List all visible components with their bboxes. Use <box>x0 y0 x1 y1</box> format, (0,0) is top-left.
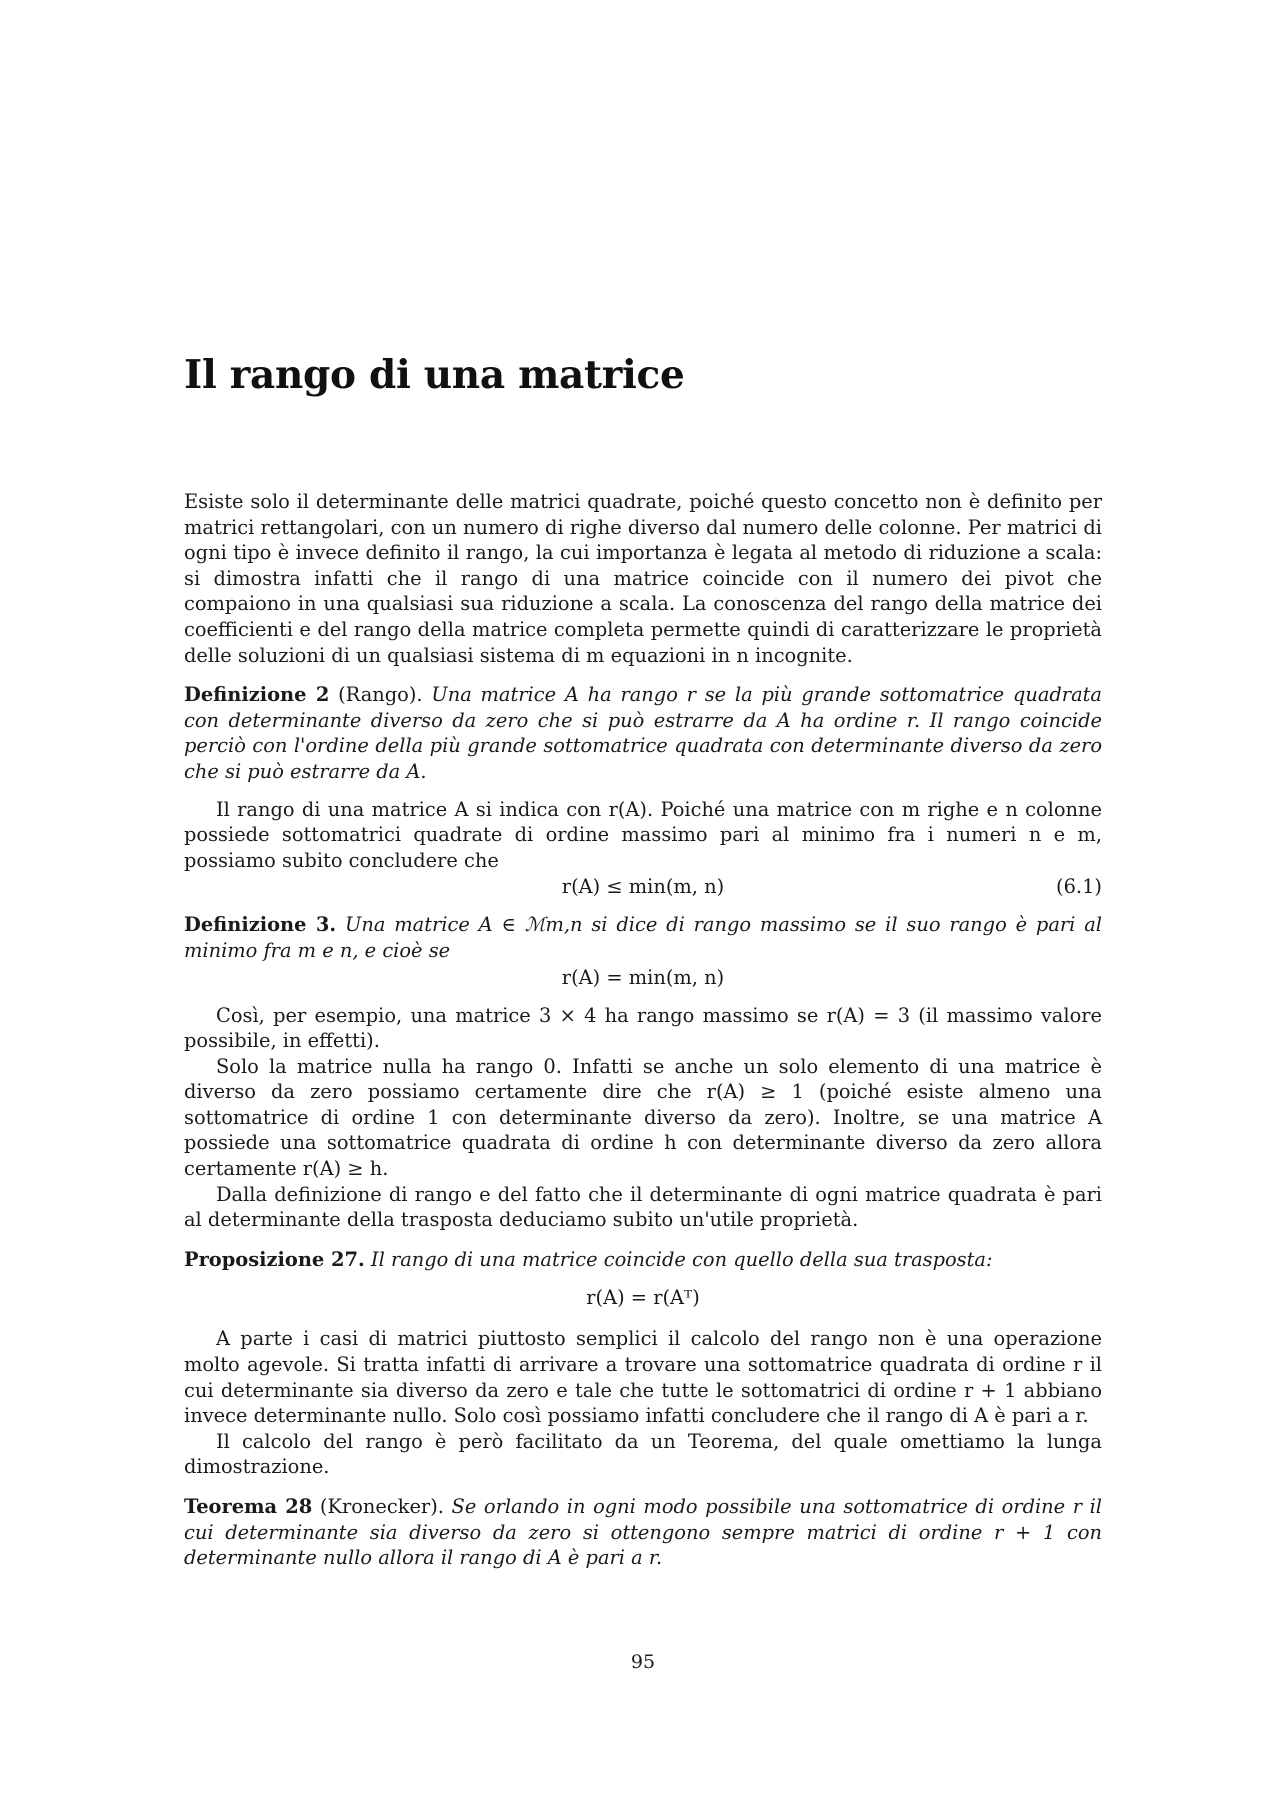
theorem-intro-paragraph: Il calcolo del rango è però facilitato da un Teorema, del quale omettiamo la lunga dimostrazione. <box>184 1429 1102 1479</box>
equation-max-rank-formula: r(A) = min(m, n) <box>561 965 725 989</box>
definition-3 <box>184 912 1102 963</box>
definition-3-label: Definizione 3. <box>184 913 337 937</box>
equation-max-rank <box>184 964 1102 991</box>
definition-2-label: Definizione 2 <box>184 683 330 707</box>
intro-paragraph: Esiste solo il determinante delle matrici quadrate, poiché questo concetto non è definito per matrici rettangolari, con un numero di righe diverso dal numero delle colonne. Per matrici di ogni tipo è invece definito il rango, la cui importanza è legata al metodo di riduzione a scala: si dimostra infatti che il rango di una matrice coincide con il numero dei pivot che compaiono in una qualsiasi sua riduzione a scala. La conoscenza del rango della matrice dei coefficienti e del rango della matrice completa permette quindi di caratterizzare le proprietà delle soluzioni di un qualsiasi sistema di m equazioni in n incognite. <box>184 490 1102 667</box>
calculation-paragraph: A parte i casi di matrici piuttosto semplici il calcolo del rango non è una operazione molto agevole. Si tratta infatti di arrivare a trovare una sottomatrice quadrata di ordine r il cui determinante sia diverso da zero e tale che tutte le sottomatrici di ordine r + 1 abbiano invece determinante nullo. Solo così possiamo infatti concludere che il rango di A è pari a r. <box>184 1327 1102 1428</box>
example-paragraph: Così, per esempio, una matrice 3 × 4 ha rango massimo se r(A) = 3 (il massimo valore possibile, in effetti). <box>184 1003 1102 1053</box>
rank-paragraph: Il rango di una matrice A si indica con r(A). Poiché una matrice con m righe e n colonne possiede sottomatrici quadrate di ordine massimo pari al minimo fra i numeri n e m, possiamo subito concludere che <box>184 797 1102 872</box>
transpose-paragraph: Dalla definizione di rango e del fatto che il determinante di ogni matrice quadrata è pari al determinante della trasposta deduciamo subito un'utile proprietà. <box>184 1182 1102 1232</box>
definition-2-text: Una matrice A ha rango r se la più grande sottomatrice quadrata con determinante diverso da zero che si può estrarre da A ha ordine r. Il rango coincide perciò con l'ordine della più grande sottomatrice quadrata con determinante diverso da zero che si può estrarre da A. <box>184 683 1102 783</box>
definition-2-name: (Rango). <box>338 683 423 707</box>
null-matrix-paragraph: Solo la matrice nulla ha rango 0. Infatti se anche un solo elemento di una matrice è diverso da zero possiamo certamente dire che r(A) ≥ 1 (poiché esiste almeno una sottomatrice di ordine 1 con determinante diverso da zero). Inoltre, se una matrice A possiede una sottomatrice quadrata di ordine h con determinante diverso da zero allora certamente r(A) ≥ h. <box>184 1054 1102 1181</box>
chapter-title: Il rango di una matrice <box>184 352 685 398</box>
definition-2 <box>184 682 1102 784</box>
theorem-28-label: Teorema 28 <box>184 1495 313 1518</box>
equation-6-1 <box>184 873 1102 900</box>
equation-transpose <box>184 1278 1102 1318</box>
definition-3-text: Una matrice A ∈ ℳm,n si dice di rango massimo se il suo rango è pari al minimo fra m e n, e cioè se <box>184 913 1102 962</box>
equation-transpose-formula: r(A) = r(Aᵀ) <box>586 1286 700 1310</box>
proposition-27 <box>184 1247 1102 1273</box>
page-body <box>184 489 1102 1571</box>
theorem-28-text: Se orlando in ogni modo possibile una sottomatrice di ordine r il cui determinante sia diverso da zero si ottengono sempre matrici di ordine r + 1 con determinante nullo allora il rango di A è pari a r. <box>184 1495 1103 1570</box>
proposition-27-text: Il rango di una matrice coincide con quello della sua trasposta: <box>370 1247 993 1271</box>
page-number: 95 <box>630 1651 656 1673</box>
theorem-28-name: (Kronecker). <box>319 1495 444 1518</box>
equation-6-1-formula: r(A) ≤ min(m, n) <box>561 875 725 899</box>
proposition-27-label: Proposizione 27. <box>184 1247 365 1271</box>
theorem-28 <box>184 1494 1102 1571</box>
equation-6-1-number: (6.1) <box>1056 875 1102 899</box>
